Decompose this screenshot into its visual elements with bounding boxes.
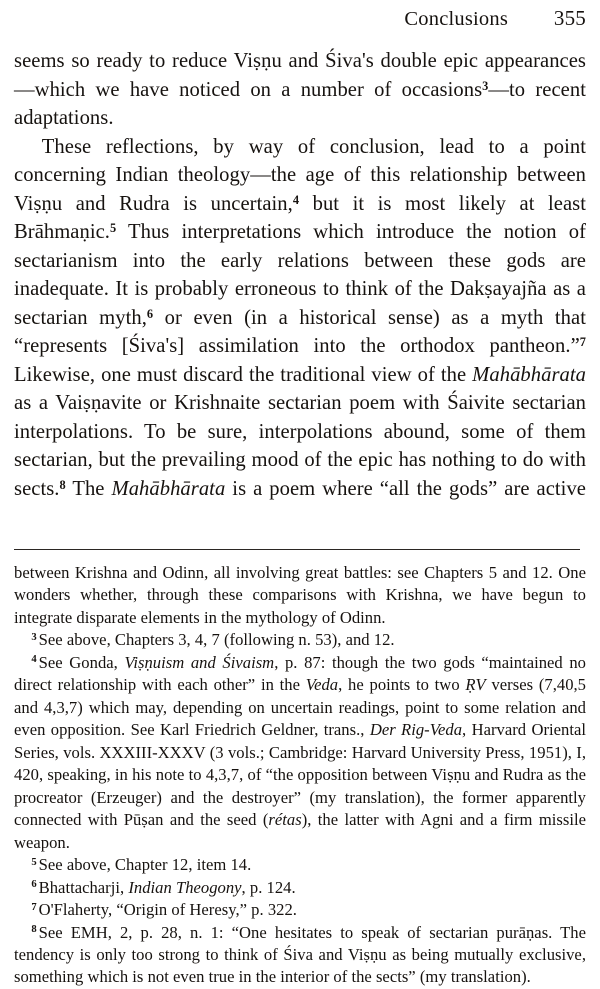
footnote-separator-rule — [14, 549, 580, 550]
paragraph-reflections: These reflections, by way of conclusion, lead to a point concerning Indian theology—the age of this relationship between Viṣṇu and Rudra is uncertain,$^4$ but it is most likely at least Brāhmaṇic.$^5$ Thus interpretations which introduce the notion of sectarianism into the early relations between these gods are inadequate. It is probably erroneous to think of the Dakṣayajña as a sectarian myth,$^6$ or even (in a historical sense) as a myth that “represents [Śiva's] assimilation into the orthodox pantheon.”$^7$ Likewise, one must discard the traditional view of the Mahābhārata as a Vaiṣṇavite or Krishnaite sectarian poem with Śaivite sectarian interpolations. To be sure, interpolations abound, some of them sectarian, but the prevailing mood of the epic has nothing to do with sects.$^8$ The Mahābhārata is a poem where “all the gods” are active — [14, 135, 586, 500]
footnote-reference-3[interactable]: 3 — [482, 78, 489, 93]
italic-title: Mahābhārata — [111, 477, 226, 500]
italic-title: Viṣṇuism and Śivaism — [124, 652, 275, 672]
footnote-reference-5[interactable]: 5 — [110, 220, 117, 235]
footnote-reference-8[interactable]: 8 — [59, 477, 66, 492]
italic-title: rétas — [268, 810, 302, 830]
footnote-reference-7[interactable]: 7 — [579, 334, 586, 349]
italic-title: Veda — [305, 675, 339, 695]
footnote-item: $^8$ See EMH, 2, p. 28, n. 1: “One hesitates to speak of sectarian purāṇas. The tendency is only too strong to think of Śiva and Viṣṇu as being mutually exclusive, something which is not even true in the interior of the sects” (my translation). — [14, 922, 586, 987]
italic-title: Der Rig-Veda — [369, 720, 463, 740]
footnote-marker-4: 4 — [31, 654, 37, 666]
running-head — [14, 0, 586, 31]
footnote-item: $^3$ See above, Chapters 3, 4, 7 (following n. 53), and 12. — [31, 630, 395, 650]
footnotes — [14, 562, 586, 989]
paragraph-continued: seems so ready to reduce Viṣṇu and Śiva's double epic appearances—which we have noticed on a number of occasions$^3$—to recent adaptations. — [14, 50, 586, 130]
page-number: 355 — [553, 6, 586, 30]
footnote-marker-3: 3 — [31, 631, 37, 643]
footnote-marker-8: 8 — [31, 924, 37, 935]
footnote-continued: between Krishna and Odinn, all involving great battles: see Chapters 5 and 12. One wonders whether, through these comparisons with Krishna, we have begun to integrate disparate elements in the mythology of Odinn. — [14, 562, 586, 627]
footnote-item: $^5$ See above, Chapter 12, item 14. — [31, 855, 252, 875]
footnote-item: $^4$ See Gonda, Viṣṇuism and Śivaism, p. 87: though the two gods “maintained no direct relationship with each other” in the Veda, he points to two ṚV verses (7,40,5 and 4,3,7) which may, depending on uncertain readings, point to some relation and even opposition. See Karl Friedrich Geldner, trans., Der Rig-Veda, Harvard Oriental Series, vols. XXXIII-XXXV (3 vols.; Cambridge: Harvard University Press, 1951), I, 420, speaking, in his note to 4,3,7, of “the opposition between Viṣṇu and Rudra as the procreator (Erzeuger) and the destroyer” (my translation), the former apparently connected with Pūṣan and the seed (rétas), the latter with Agni and a firm missile weapon. — [14, 652, 586, 852]
italic-title: ṚV — [465, 675, 486, 695]
body-text — [14, 47, 586, 532]
footnote-marker-6: 6 — [31, 879, 37, 891]
footnote-item: $^7$ O'Flaherty, “Origin of Heresy,” p. 322. — [31, 900, 297, 920]
footnote-marker-7: 7 — [31, 901, 37, 913]
italic-title: Indian Theogony — [128, 877, 242, 897]
footnote-reference-6[interactable]: 6 — [146, 306, 154, 321]
footnote-marker-5: 5 — [31, 856, 37, 868]
running-head-title: Conclusions — [404, 8, 508, 30]
italic-title: Mahābhārata — [472, 363, 586, 386]
footnote-reference-4[interactable]: 4 — [292, 192, 300, 207]
footnote-item: $^6$ Bhattacharji, Indian Theogony, p. 124. — [31, 877, 296, 897]
